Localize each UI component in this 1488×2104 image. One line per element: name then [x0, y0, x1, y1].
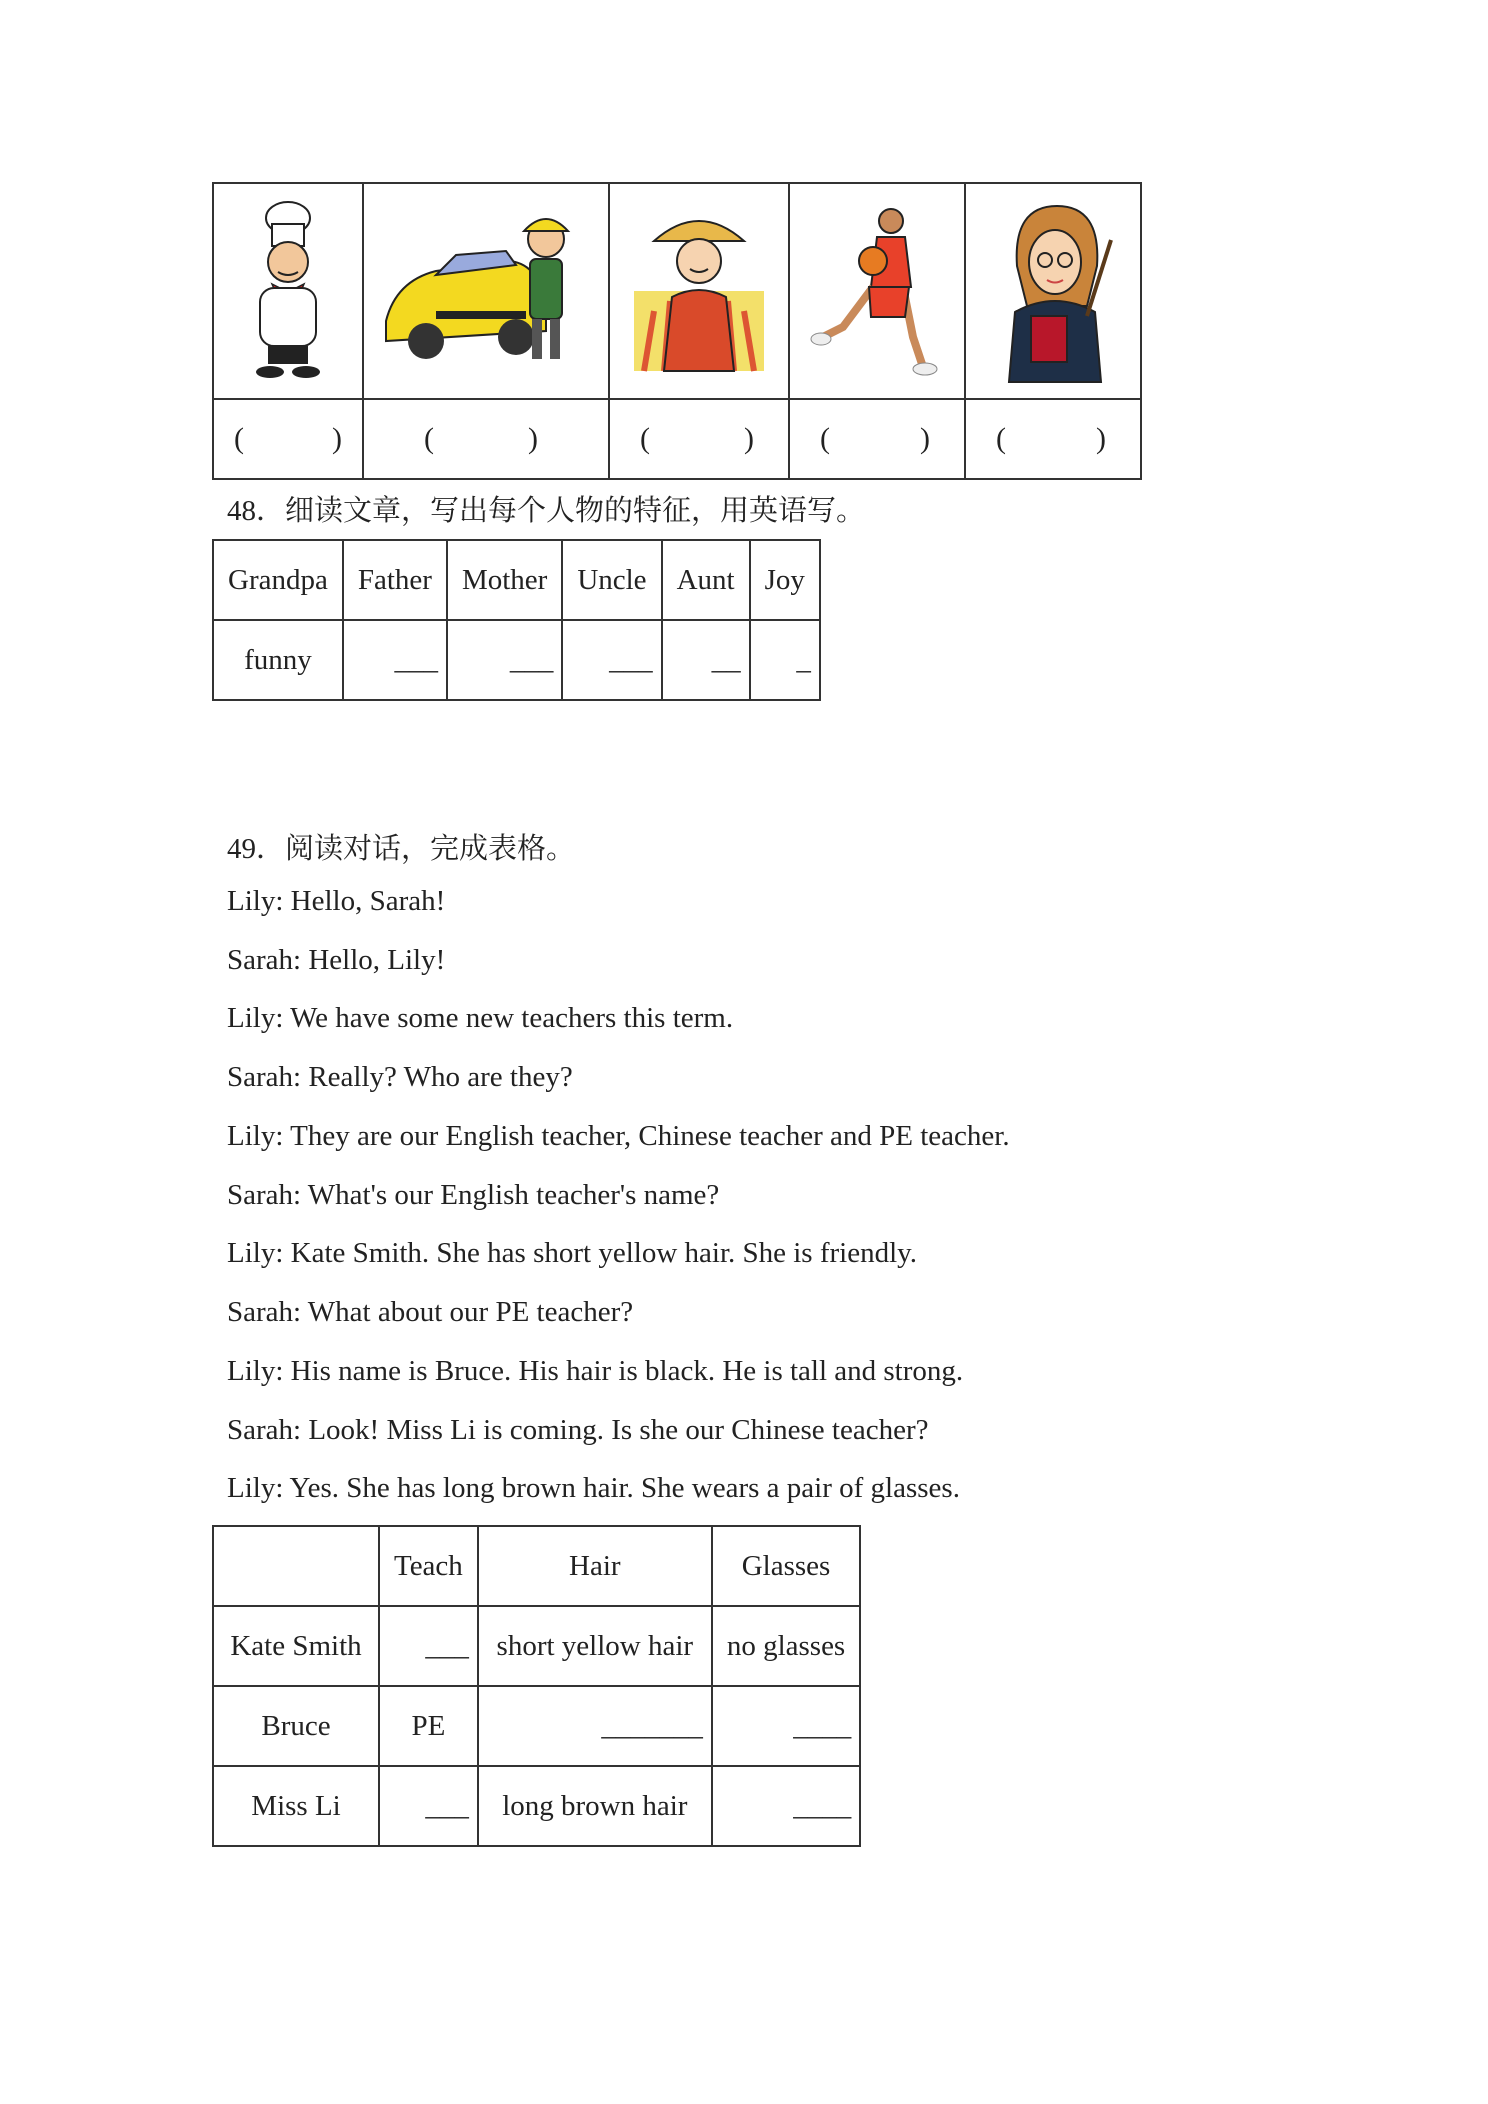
q49-blank[interactable]: ___	[379, 1766, 478, 1846]
close-paren: )	[1096, 422, 1106, 455]
answer-cell[interactable]	[609, 399, 789, 479]
q48-blank[interactable]: ___	[343, 620, 447, 700]
q48-header: Father	[343, 540, 447, 620]
chef-icon	[228, 196, 348, 386]
close-paren: )	[528, 422, 538, 455]
q48-blank[interactable]: ___	[447, 620, 562, 700]
q49-value: no glasses	[712, 1606, 860, 1686]
picture-cell-chef	[213, 183, 363, 399]
answer-cell[interactable]	[789, 399, 965, 479]
farmer-icon	[624, 201, 774, 381]
q49-blank[interactable]: ___	[379, 1606, 478, 1686]
q48-table	[212, 539, 821, 701]
q48-header: Grandpa	[213, 540, 343, 620]
q49-blank[interactable]: _______	[478, 1686, 712, 1766]
dialogue-line: Lily: They are our English teacher, Chinese teacher and PE teacher.	[227, 1120, 1010, 1152]
q49-header: Hair	[478, 1526, 712, 1606]
dialogue-line: Lily: Hello, Sarah!	[227, 885, 446, 917]
dialogue-line: Sarah: What's our English teacher's name?	[227, 1179, 720, 1211]
q49-header	[213, 1526, 379, 1606]
q48-header: Mother	[447, 540, 562, 620]
q48-header: Uncle	[562, 540, 661, 620]
picture-table	[212, 182, 1142, 480]
q49-table	[212, 1525, 861, 1847]
dialogue-line: Sarah: Look! Miss Li is coming. Is she our Chinese teacher?	[227, 1414, 929, 1446]
open-paren: (	[234, 422, 244, 455]
q48-header: Joy	[750, 540, 820, 620]
open-paren: (	[424, 422, 434, 455]
q49-header: Teach	[379, 1526, 478, 1606]
q49-name: Miss Li	[213, 1766, 379, 1846]
taxi-driver-icon	[376, 201, 596, 381]
q48-title: 48．细读文章，写出每个人物的特征，用英语写。	[227, 495, 866, 527]
open-paren: (	[640, 422, 650, 455]
teacher-icon	[983, 196, 1123, 386]
picture-cell-basketball-player	[789, 183, 965, 399]
dialogue-line: Sarah: What about our PE teacher?	[227, 1296, 634, 1328]
answer-cell[interactable]	[213, 399, 363, 479]
answer-cell[interactable]	[965, 399, 1141, 479]
q49-value: PE	[379, 1686, 478, 1766]
close-paren: )	[332, 422, 342, 455]
q49-name: Bruce	[213, 1686, 379, 1766]
q48-blank[interactable]: _	[750, 620, 820, 700]
q48-blank[interactable]: ___	[562, 620, 661, 700]
q49-name: Kate Smith	[213, 1606, 379, 1686]
dialogue-line: Lily: We have some new teachers this term.	[227, 1002, 734, 1034]
open-paren: (	[820, 422, 830, 455]
picture-cell-taxi-driver	[363, 183, 609, 399]
dialogue-line: Sarah: Really? Who are they?	[227, 1061, 573, 1093]
basketball-player-icon	[807, 201, 947, 381]
q48-blank[interactable]: __	[662, 620, 750, 700]
q49-blank[interactable]: ____	[712, 1686, 860, 1766]
q49-value: long brown hair	[478, 1766, 712, 1846]
dialogue-line: Lily: Kate Smith. She has short yellow hair. She is friendly.	[227, 1237, 918, 1269]
picture-cell-teacher	[965, 183, 1141, 399]
close-paren: )	[744, 422, 754, 455]
q49-blank[interactable]: ____	[712, 1766, 860, 1846]
close-paren: )	[920, 422, 930, 455]
q49-title: 49．阅读对话，完成表格。	[227, 833, 576, 865]
q48-value: funny	[213, 620, 343, 700]
picture-cell-farmer	[609, 183, 789, 399]
q49-header: Glasses	[712, 1526, 860, 1606]
dialogue-line: Sarah: Hello, Lily!	[227, 944, 446, 976]
dialogue-line: Lily: His name is Bruce. His hair is black. He is tall and strong.	[227, 1355, 964, 1387]
q48-header: Aunt	[662, 540, 750, 620]
dialogue-line: Lily: Yes. She has long brown hair. She wears a pair of glasses.	[227, 1472, 960, 1504]
q49-value: short yellow hair	[478, 1606, 712, 1686]
open-paren: (	[996, 422, 1006, 455]
answer-cell[interactable]	[363, 399, 609, 479]
